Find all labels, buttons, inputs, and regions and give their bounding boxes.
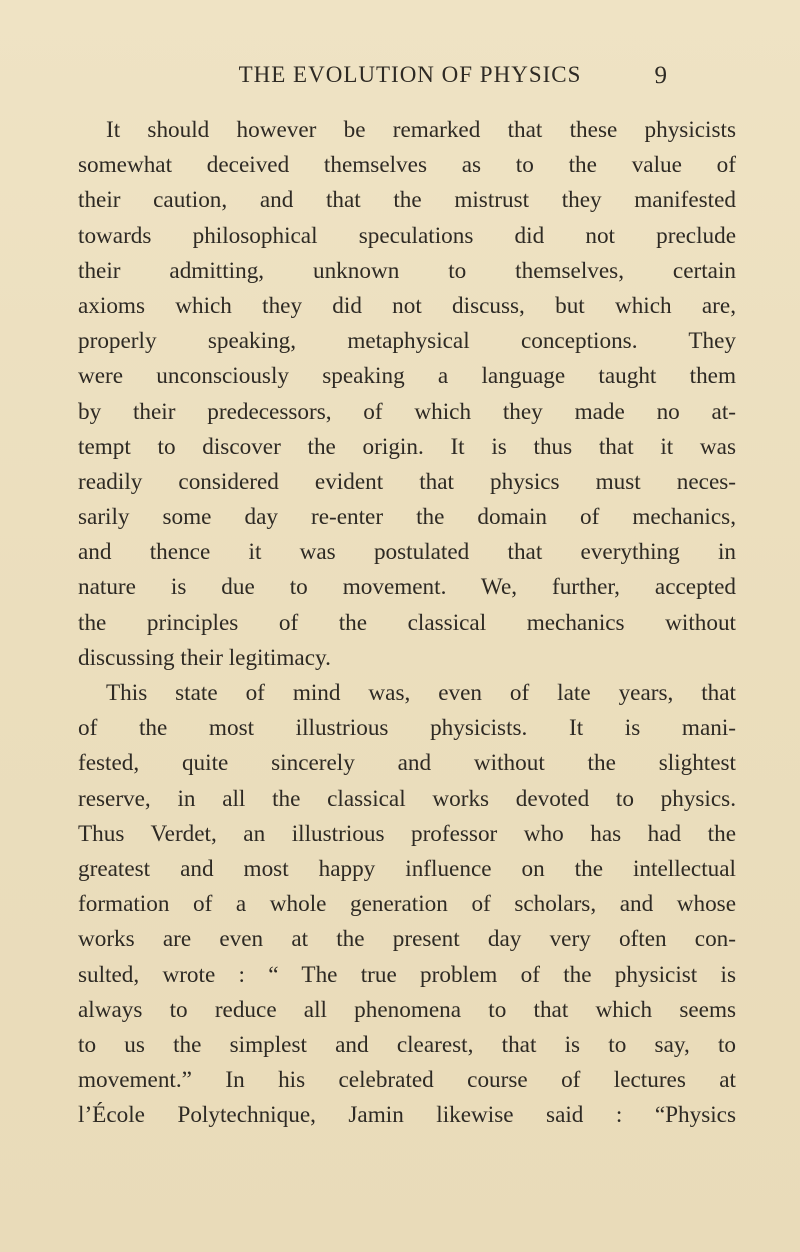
text-line: It should however be remarked that these physicists bbox=[106, 117, 736, 143]
text-line: fested, quite sincerely and without the slightest bbox=[78, 750, 736, 777]
text-line: their caution, and that the mistrust they manifested bbox=[78, 187, 736, 214]
text-line: tempt to discover the origin. It is thus that it was bbox=[78, 433, 736, 460]
text-line: reserve, in all the classical works devoted to physics. bbox=[78, 785, 736, 812]
text-line: nature is due to movement. We, further, accepted bbox=[78, 574, 736, 601]
page-number: 9 bbox=[654, 62, 668, 89]
text-line: axioms which they did not discuss, but which are, bbox=[78, 292, 736, 319]
text-line: formation of a whole generation of scholars, and whose bbox=[78, 891, 736, 918]
text-line: of the most illustrious physicists. It is mani- bbox=[78, 715, 736, 742]
running-head bbox=[160, 62, 668, 94]
text-line: were unconsciously speaking a language taught them bbox=[78, 363, 736, 390]
running-head-title: THE EVOLUTION OF PHYSICS bbox=[238, 62, 582, 87]
text-line: always to reduce all phenomena to that which seems bbox=[78, 996, 736, 1023]
text-line: sulted, wrote : “ The true problem of the physicist is bbox=[78, 961, 736, 988]
text-line: This state of mind was, even of late years, that bbox=[106, 680, 736, 706]
text-line: l’École Polytechnique, Jamin likewise said : “Physics bbox=[78, 1102, 736, 1129]
text-line: properly speaking, metaphysical conceptions. They bbox=[78, 328, 736, 355]
text-line: discussing their legitimacy. bbox=[78, 644, 331, 671]
text-line: Thus Verdet, an illustrious professor who has had the bbox=[78, 820, 736, 847]
text-line: and thence it was postulated that everything in bbox=[78, 539, 736, 566]
text-line: readily considered evident that physics must neces- bbox=[78, 468, 736, 495]
text-line: works are even at the present day very often con- bbox=[78, 926, 736, 953]
text-line: to us the simplest and clearest, that is to say, to bbox=[78, 1031, 736, 1058]
text-line: the principles of the classical mechanics without bbox=[78, 609, 736, 636]
body-text bbox=[78, 113, 736, 1133]
text-line: movement.” In his celebrated course of lectures at bbox=[78, 1067, 736, 1094]
text-line: their admitting, unknown to themselves, certain bbox=[78, 257, 736, 284]
text-line: towards philosophical speculations did not preclude bbox=[78, 222, 736, 249]
text-line: by their predecessors, of which they made no at- bbox=[78, 398, 736, 425]
text-line: somewhat deceived themselves as to the value of bbox=[78, 152, 736, 179]
text-line: sarily some day re-enter the domain of mechanics, bbox=[78, 504, 736, 531]
text-line: greatest and most happy influence on the intellectual bbox=[78, 855, 736, 882]
